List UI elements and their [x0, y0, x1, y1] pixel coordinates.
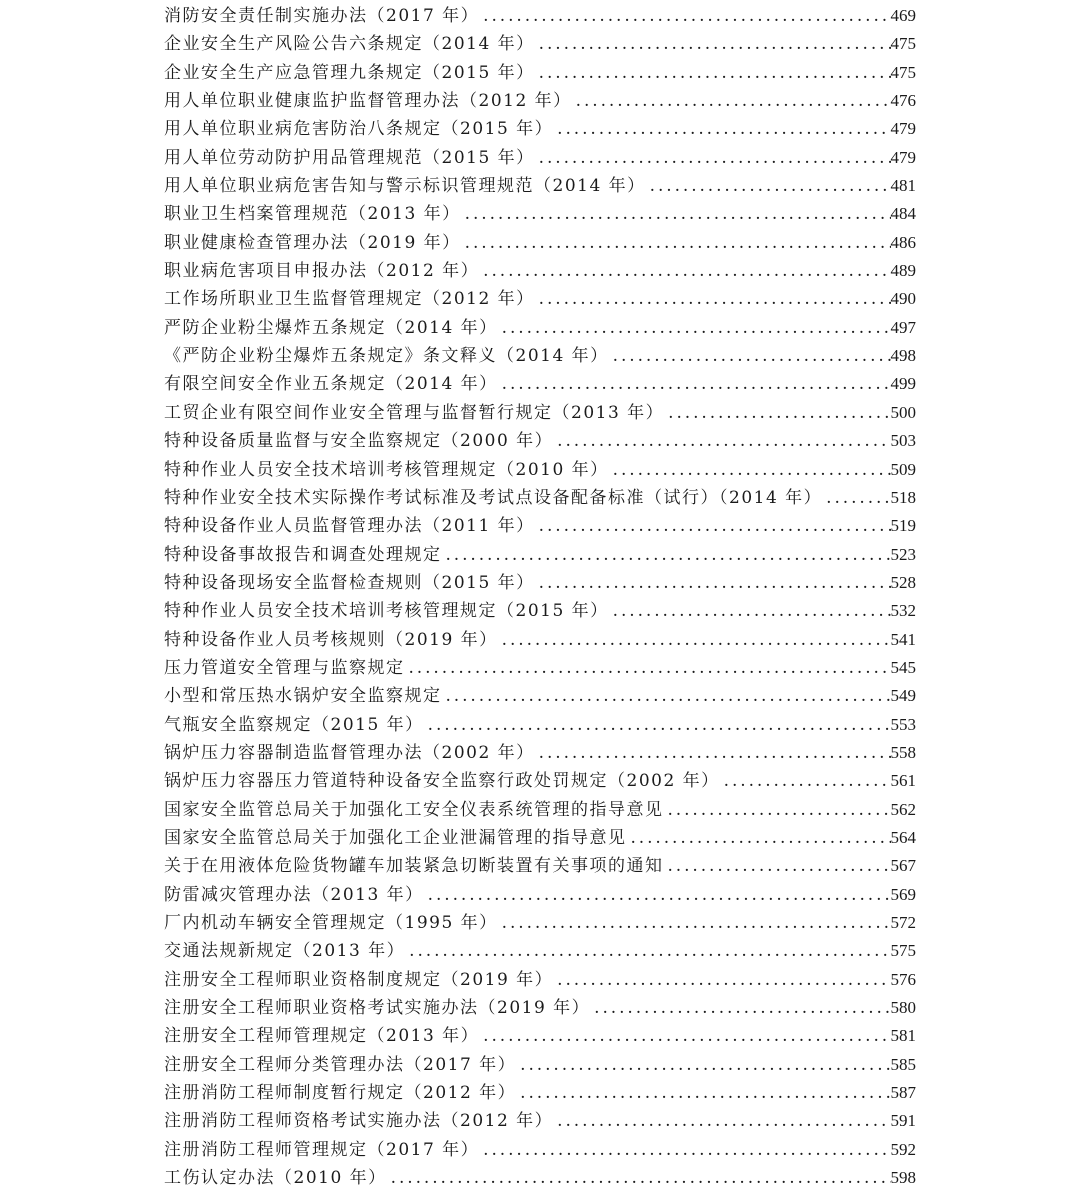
dot-leader [553, 115, 890, 143]
toc-entry[interactable] [164, 1079, 916, 1107]
toc-entry-title: 气瓶安全监察规定（2015 年） [164, 714, 424, 735]
toc-entry[interactable] [164, 59, 916, 87]
toc-entry[interactable] [164, 654, 916, 682]
toc-entry-page-number: 500 [890, 402, 916, 422]
toc-entry[interactable] [164, 1022, 916, 1050]
dot-leader [461, 200, 891, 228]
toc-entry-page-number: 558 [890, 742, 916, 762]
toc-entry-title: 用人单位劳动防护用品管理规范（2015 年） [164, 147, 535, 168]
toc-entry-page-number: 523 [890, 544, 916, 564]
toc-entry-title: 企业安全生产应急管理九条规定（2015 年） [164, 62, 535, 83]
toc-entry[interactable] [164, 1051, 916, 1079]
toc-entry-title: 工伤认定办法（2010 年） [164, 1168, 387, 1189]
dot-leader [646, 172, 891, 200]
toc-entry-title: 用人单位职业健康监护监督管理办法（2012 年） [164, 91, 572, 112]
toc-entry-page-number: 490 [890, 289, 916, 309]
toc-entry[interactable] [164, 87, 916, 115]
toc-entry-title: 注册消防工程师管理规定（2017 年） [164, 1139, 480, 1160]
toc-entry-page-number: 519 [890, 516, 916, 536]
toc-entry-page-number: 479 [890, 119, 916, 139]
toc-entry-page-number: 509 [890, 459, 916, 479]
toc-entry-title: 特种作业安全技术实际操作考试标准及考试点设备配备标准（试行）（2014 年） [164, 487, 823, 508]
toc-entry[interactable] [164, 484, 916, 512]
toc-entry-title: 职业卫生档案管理规范（2013 年） [164, 204, 461, 225]
toc-entry-page-number: 518 [890, 487, 916, 507]
toc-entry[interactable] [164, 399, 916, 427]
toc-entry[interactable] [164, 427, 916, 455]
toc-entry-title: 《严防企业粉尘爆炸五条规定》条文释义（2014 年） [164, 346, 609, 367]
dot-leader [479, 1136, 890, 1164]
toc-entry-title: 注册消防工程师资格考试实施办法（2012 年） [164, 1111, 554, 1132]
dot-leader [609, 456, 891, 484]
toc-entry[interactable] [164, 767, 916, 795]
dot-leader [535, 512, 891, 540]
dot-leader [664, 796, 891, 824]
toc-entry-page-number: 545 [890, 657, 916, 677]
toc-entry-title: 用人单位职业病危害告知与警示标识管理规范（2014 年） [164, 176, 646, 197]
toc-entry-title: 关于在用液体危险货物罐车加装紧急切断装置有关事项的通知 [164, 856, 664, 877]
toc-entry-page-number: 541 [890, 629, 916, 649]
dot-leader [498, 909, 891, 937]
toc-entry[interactable] [164, 257, 916, 285]
dot-leader [424, 711, 891, 739]
toc-entry[interactable] [164, 994, 916, 1022]
dot-leader [498, 626, 891, 654]
dot-leader [535, 739, 891, 767]
toc-entry-page-number: 564 [890, 827, 916, 847]
toc-entry-title: 特种作业人员安全技术培训考核管理规定（2010 年） [164, 459, 609, 480]
dot-leader [424, 881, 891, 909]
toc-entry[interactable] [164, 1136, 916, 1164]
toc-entry[interactable] [164, 569, 916, 597]
toc-entry-title: 锅炉压力容器制造监督管理办法（2002 年） [164, 742, 535, 763]
toc-entry-page-number: 481 [890, 176, 916, 196]
toc-entry[interactable] [164, 229, 916, 257]
toc-entry-page-number: 553 [890, 714, 916, 734]
dot-leader [516, 1051, 890, 1079]
toc-entry-page-number: 591 [890, 1111, 916, 1131]
toc-entry-page-number: 475 [890, 34, 916, 54]
dot-leader [609, 342, 891, 370]
toc-entry-page-number: 576 [890, 969, 916, 989]
toc-entry[interactable] [164, 285, 916, 313]
toc-entry-title: 压力管道安全管理与监察规定 [164, 657, 405, 678]
dot-leader [535, 144, 891, 172]
toc-entry[interactable] [164, 937, 916, 965]
toc-entry-page-number: 497 [890, 317, 916, 337]
dot-leader [535, 569, 891, 597]
toc-entry-title: 注册安全工程师分类管理办法（2017 年） [164, 1054, 517, 1075]
toc-entry-page-number: 549 [890, 686, 916, 706]
toc-entry-title: 交通法规新规定（2013 年） [164, 941, 406, 962]
toc-entry[interactable] [164, 711, 916, 739]
toc-entry-title: 锅炉压力容器压力管道特种设备安全监察行政处罚规定（2002 年） [164, 771, 720, 792]
toc-entry-title: 工作场所职业卫生监督管理规定（2012 年） [164, 289, 535, 310]
toc-entry-page-number: 503 [890, 431, 916, 451]
toc-entry-page-number: 532 [890, 601, 916, 621]
toc-entry-title: 消防安全责任制实施办法（2017 年） [164, 6, 480, 26]
toc-entry[interactable] [164, 739, 916, 767]
toc-entry-title: 国家安全监管总局关于加强化工安全仪表系统管理的指导意见 [164, 799, 664, 820]
toc-entry-page-number: 598 [890, 1168, 916, 1188]
dot-leader [590, 994, 890, 1022]
toc-entry-page-number: 581 [890, 1026, 916, 1046]
toc-entry[interactable] [164, 909, 916, 937]
toc-entry-title: 职业病危害项目申报办法（2012 年） [164, 261, 480, 282]
dot-leader [498, 370, 891, 398]
toc-entry[interactable] [164, 144, 916, 172]
dot-leader [664, 399, 890, 427]
toc-entry[interactable] [164, 172, 916, 200]
toc-entry[interactable] [164, 796, 916, 824]
toc-entry[interactable] [164, 1164, 916, 1192]
toc-entry[interactable] [164, 370, 916, 398]
dot-leader [720, 767, 891, 795]
dot-leader [553, 966, 890, 994]
toc-entry[interactable] [164, 456, 916, 484]
toc-entry[interactable] [164, 852, 916, 880]
toc-entry-page-number: 580 [890, 998, 916, 1018]
dot-leader [516, 1079, 890, 1107]
toc-entry[interactable] [164, 512, 916, 540]
dot-leader [553, 1107, 890, 1135]
toc-entry[interactable] [164, 541, 916, 569]
toc-entry[interactable] [164, 626, 916, 654]
dot-leader [461, 229, 891, 257]
dot-leader [442, 541, 891, 569]
dot-leader [479, 257, 890, 285]
table-of-contents [164, 2, 916, 1192]
dot-leader [553, 427, 890, 455]
toc-entry-page-number: 469 [890, 6, 916, 25]
dot-leader [405, 654, 891, 682]
toc-entry-title: 小型和常压热水锅炉安全监察规定 [164, 686, 442, 707]
dot-leader [479, 2, 890, 30]
toc-entry-title: 特种设备作业人员考核规则（2019 年） [164, 629, 498, 650]
toc-entry-title: 工贸企业有限空间作业安全管理与监督暂行规定（2013 年） [164, 402, 665, 423]
dot-leader [405, 937, 890, 965]
toc-entry-page-number: 569 [890, 884, 916, 904]
toc-entry-title: 注册安全工程师职业资格制度规定（2019 年） [164, 969, 554, 990]
dot-leader [479, 1022, 890, 1050]
toc-entry[interactable] [164, 1107, 916, 1135]
toc-entry-title: 国家安全监管总局关于加强化工企业泄漏管理的指导意见 [164, 827, 627, 848]
toc-entry-title: 特种作业人员安全技术培训考核管理规定（2015 年） [164, 601, 609, 622]
dot-leader [387, 1164, 891, 1192]
toc-entry-title: 注册安全工程师管理规定（2013 年） [164, 1026, 480, 1047]
toc-entry-page-number: 489 [890, 261, 916, 281]
toc-entry-page-number: 486 [890, 232, 916, 252]
toc-entry[interactable] [164, 597, 916, 625]
toc-entry[interactable] [164, 314, 916, 342]
dot-leader [572, 87, 891, 115]
toc-entry[interactable] [164, 682, 916, 710]
toc-entry[interactable] [164, 966, 916, 994]
dot-leader [498, 314, 891, 342]
dot-leader [664, 852, 891, 880]
toc-entry-title: 有限空间安全作业五条规定（2014 年） [164, 374, 498, 395]
toc-entry-page-number: 561 [890, 771, 916, 791]
toc-entry-title: 特种设备质量监督与安全监察规定（2000 年） [164, 431, 554, 452]
toc-entry-page-number: 587 [890, 1083, 916, 1103]
toc-entry[interactable] [164, 200, 916, 228]
toc-entry[interactable] [164, 824, 916, 852]
toc-entry-page-number: 476 [890, 91, 916, 111]
toc-entry-title: 厂内机动车辆安全管理规定（1995 年） [164, 913, 498, 933]
toc-entry-title: 特种设备作业人员监督管理办法（2011 年） [164, 516, 535, 537]
toc-entry-page-number: 592 [890, 1139, 916, 1159]
toc-entry[interactable] [164, 2, 916, 30]
toc-entry-title: 用人单位职业病危害防治八条规定（2015 年） [164, 119, 554, 140]
dot-leader [442, 682, 891, 710]
toc-entry-page-number: 499 [890, 374, 916, 394]
toc-entry-title: 防雷减灾管理办法（2013 年） [164, 884, 424, 905]
toc-entry-page-number: 567 [890, 856, 916, 876]
toc-entry-title: 特种设备事故报告和调查处理规定 [164, 544, 442, 565]
dot-leader [822, 484, 890, 512]
dot-leader [535, 59, 891, 87]
toc-entry-page-number: 479 [890, 147, 916, 167]
toc-entry-page-number: 484 [890, 204, 916, 224]
toc-entry-page-number: 572 [890, 913, 916, 932]
toc-entry[interactable] [164, 115, 916, 143]
toc-entry-page-number: 562 [890, 799, 916, 819]
toc-entry[interactable] [164, 30, 916, 58]
dot-leader [535, 285, 891, 313]
toc-entry-page-number: 528 [890, 572, 916, 592]
dot-leader [627, 824, 891, 852]
toc-entry-title: 注册消防工程师制度暂行规定（2012 年） [164, 1083, 517, 1104]
dot-leader [609, 597, 891, 625]
toc-entry[interactable] [164, 342, 916, 370]
toc-entry-title: 特种设备现场安全监督检查规则（2015 年） [164, 572, 535, 593]
toc-entry-title: 职业健康检查管理办法（2019 年） [164, 232, 461, 253]
toc-entry-page-number: 475 [890, 62, 916, 82]
toc-entry-title: 注册安全工程师职业资格考试实施办法（2019 年） [164, 998, 591, 1019]
toc-entry[interactable] [164, 881, 916, 909]
toc-entry-page-number: 575 [890, 941, 916, 961]
dot-leader [535, 30, 891, 58]
toc-entry-page-number: 498 [890, 346, 916, 366]
toc-entry-title: 严防企业粉尘爆炸五条规定（2014 年） [164, 317, 498, 338]
toc-entry-page-number: 585 [890, 1054, 916, 1074]
toc-entry-title: 企业安全生产风险公告六条规定（2014 年） [164, 34, 535, 55]
